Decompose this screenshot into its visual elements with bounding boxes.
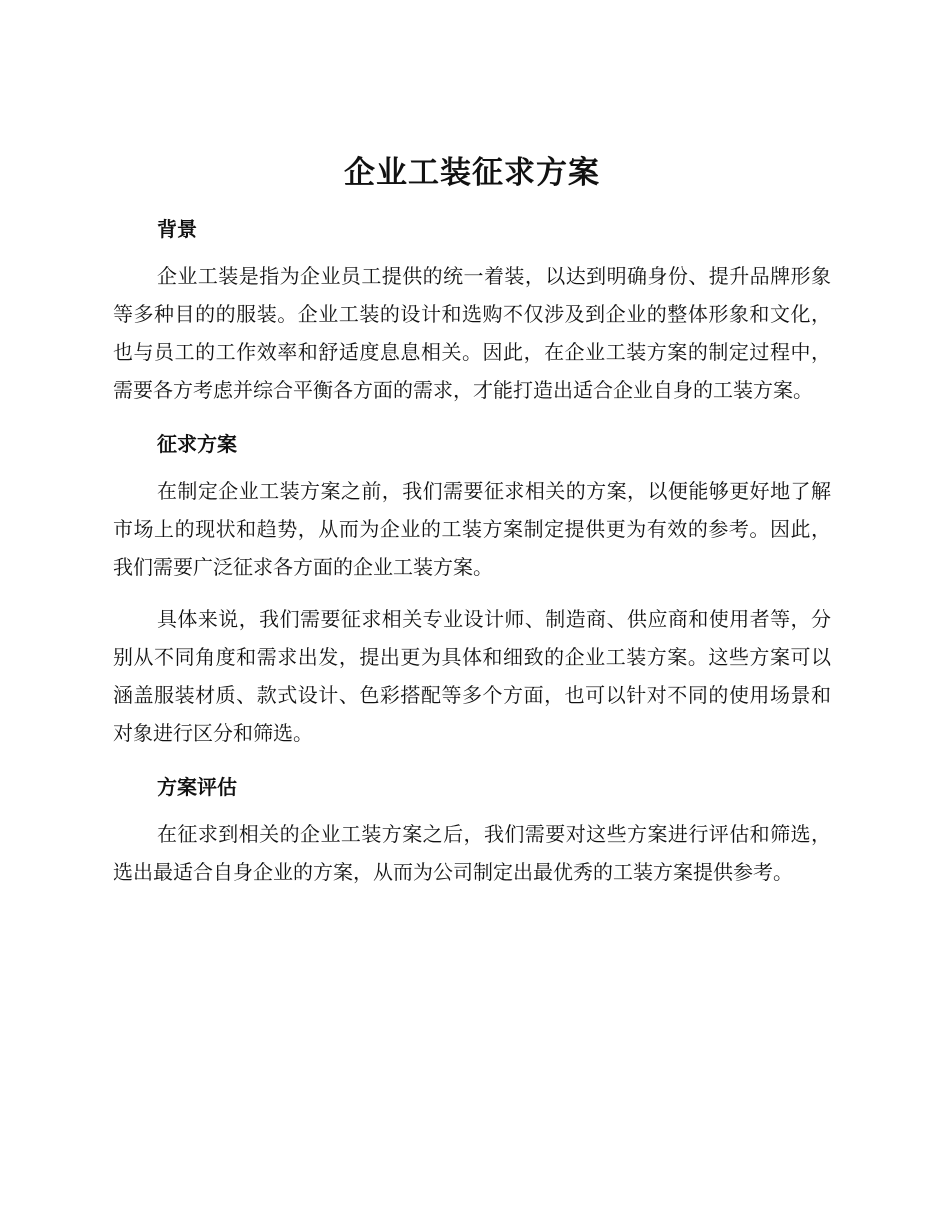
solicitation-paragraph-2: 具体来说，我们需要征求相关专业设计师、制造商、供应商和使用者等，分别从不同角度和需求出发，提出更为具体和细致的企业工装方案。这些方案可以涵盖服装材质、款式设计、色彩搭配等多个方面，也可以针对不同的使用场景和对象进行区分和筛选。 — [113, 607, 831, 745]
document-title: 企业工装征求方案 — [344, 155, 600, 191]
section-evaluation — [113, 770, 831, 891]
section-heading-solicitation: 征求方案 — [157, 432, 237, 456]
section-solicitation — [113, 427, 831, 752]
section-heading-evaluation: 方案评估 — [157, 775, 237, 799]
solicitation-paragraph-1: 在制定企业工装方案之前，我们需要征求相关的方案，以便能够更好地了解市场上的现状和趋势，从而为企业的工装方案制定提供更为有效的参考。因此，我们需要广泛征求各方面的企业工装方案。 — [113, 479, 831, 579]
section-background — [113, 212, 831, 409]
background-paragraph: 企业工装是指为企业员工提供的统一着装，以达到明确身份、提升品牌形象等多种目的的服装。企业工装的设计和选购不仅涉及到企业的整体形象和文化，也与员工的工作效率和舒适度息息相关。因此，在企业工装方案的制定过程中，需要各方考虑并综合平衡各方面的需求，才能打造出适合企业自身的工装方案。 — [113, 264, 831, 402]
section-heading-background: 背景 — [157, 217, 197, 241]
evaluation-paragraph: 在征求到相关的企业工装方案之后，我们需要对这些方案进行评估和筛选，选出最适合自身企业的方案，从而为公司制定出最优秀的工装方案提供参考。 — [113, 822, 831, 884]
document-body — [113, 148, 831, 891]
